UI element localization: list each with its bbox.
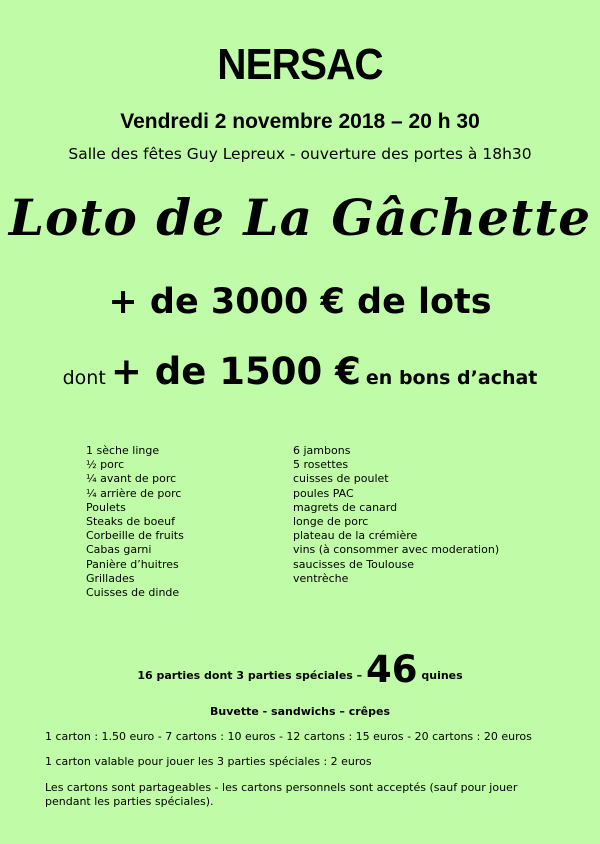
buvette-line: Buvette - sandwichs – crêpes — [209, 705, 390, 718]
prize-item: 6 jambons — [293, 444, 351, 457]
games-prefix: 16 parties dont 3 parties spéciales – — [137, 669, 363, 682]
prize-item: Cuisses de dinde — [86, 586, 180, 600]
voucher-label: en bons d’achat — [365, 367, 538, 389]
event-date: Vendredi 2 novembre 2018 – 20 h 30 — [120, 110, 480, 133]
prize-item: Corbeille de fruits — [86, 529, 184, 543]
prize-item: plateau de la crémière — [293, 529, 418, 543]
prize-item: Steaks de boeuf — [86, 515, 175, 529]
prize-list-left — [86, 444, 184, 600]
prize-item: ¼ arrière de porc — [86, 486, 182, 500]
prize-item: cuisses de poulet — [293, 472, 389, 486]
voucher-amount: + de 1500 € — [110, 350, 361, 393]
price-line-1: 1 carton : 1.50 euro - 7 cartons : 10 euros - 12 cartons : 15 euros - 20 cartons : 20 euros — [45, 730, 532, 743]
games-number: 46 — [366, 648, 418, 691]
prize-item: vins (à consommer avec moderation) — [293, 543, 500, 557]
prize-item: ventrèche — [293, 571, 349, 585]
prize-item: saucisses de Toulouse — [293, 557, 415, 571]
prize-list-right — [293, 444, 499, 586]
prize-total: + de 3000 € de lots — [108, 282, 492, 322]
prize-item: 1 sèche linge — [86, 444, 160, 457]
prize-item: magrets de canard — [293, 500, 398, 514]
games-line — [0, 648, 600, 691]
dont-word: dont — [62, 367, 106, 389]
prize-item: ¼ avant de porc — [86, 472, 177, 486]
prize-item: Panière d’huitres — [86, 557, 179, 571]
prize-item: ½ porc — [86, 458, 125, 472]
prize-item: Grillades — [86, 571, 135, 585]
games-suffix: quines — [421, 669, 463, 682]
prize-item: longe de porc — [293, 515, 369, 529]
price-line-3: Les cartons sont partageables - les cartons personnels sont acceptés (sauf pour jouer pendant les parties spéciales). — [45, 781, 518, 808]
prize-item: Cabas garni — [86, 543, 152, 557]
price-line-2: 1 carton valable pour jouer les 3 parties spéciales : 2 euros — [45, 755, 372, 768]
voucher-line — [0, 350, 600, 393]
venue-info: Salle des fêtes Guy Lepreux - ouverture des portes à 18h30 — [68, 145, 532, 163]
town-title: NERSAC — [217, 40, 383, 89]
prize-item: 5 rosettes — [293, 458, 349, 472]
event-title: Loto de La Gâchette — [8, 188, 592, 247]
prize-item: poules PAC — [293, 486, 354, 500]
prize-item: Poulets — [86, 500, 126, 514]
